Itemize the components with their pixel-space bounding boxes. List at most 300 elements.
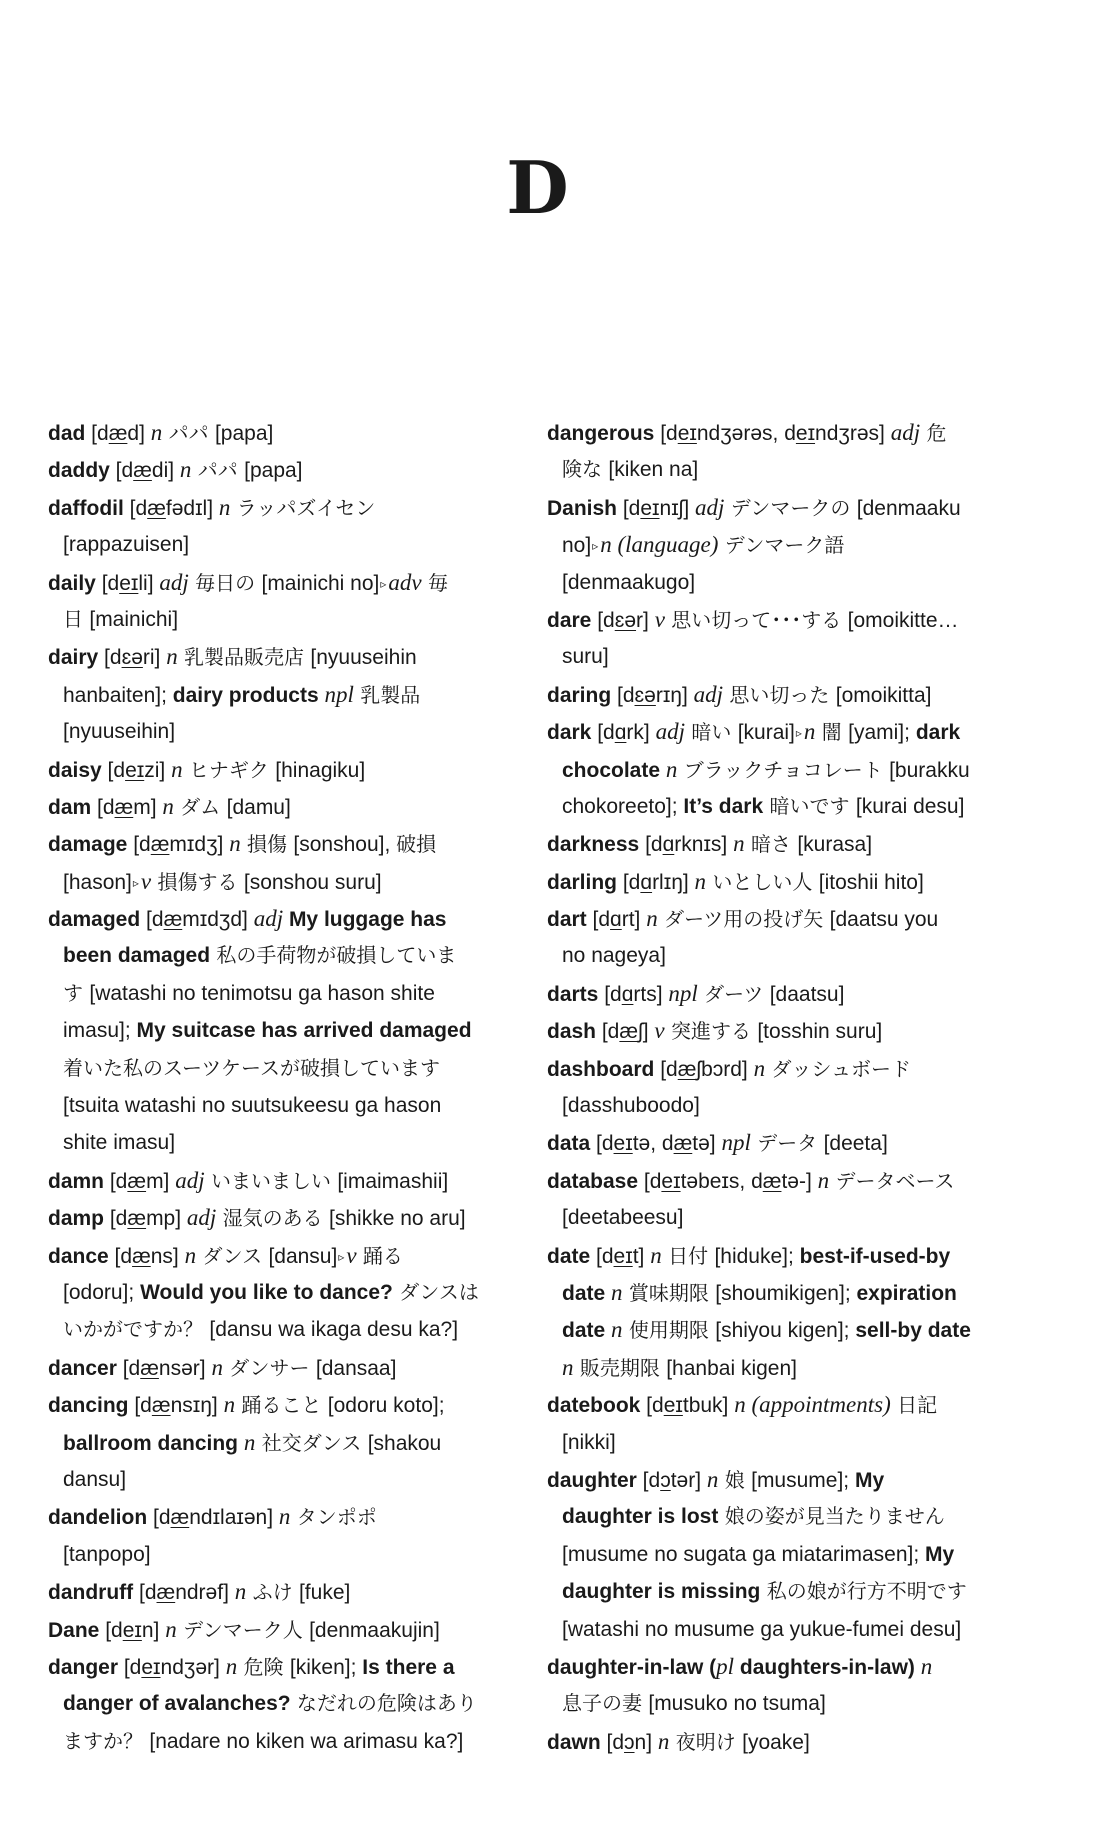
stressed-vowel: æ — [147, 496, 166, 520]
entry-line — [547, 489, 1047, 526]
entry-line — [547, 1349, 1047, 1386]
entry-line — [547, 1611, 1047, 1648]
headword: daughter is lost — [562, 1505, 719, 1529]
entry-line — [48, 1124, 538, 1161]
entry-line — [547, 1461, 1047, 1498]
headword: dark — [547, 721, 592, 745]
text: [nyuuseihin — [310, 646, 417, 670]
text: n] — [634, 1730, 658, 1754]
text: [d — [101, 758, 126, 782]
headword: dare — [547, 608, 592, 632]
part-of-speech: pl — [716, 1653, 735, 1679]
text: [d — [617, 496, 641, 520]
entry-line — [547, 1536, 1047, 1573]
text: [papa] — [214, 422, 274, 445]
dictionary-column-right — [547, 414, 1047, 1760]
stressed-vowel: æ — [127, 1207, 147, 1231]
text: [d — [98, 646, 122, 670]
part-of-speech: n — [665, 756, 678, 782]
text: [denmaaku — [856, 496, 961, 520]
japanese-text: 暗い — [684, 720, 738, 745]
entry-line — [48, 1424, 538, 1461]
japanese-text: 暗いです — [763, 793, 856, 818]
text: mɪdʒd] — [182, 908, 254, 932]
entry-line — [48, 489, 538, 526]
japanese-text: ダンサー — [222, 1355, 316, 1380]
text: [kurai desu] — [855, 794, 965, 818]
part-of-speech: n — [650, 1242, 662, 1268]
headword: damp — [48, 1207, 105, 1231]
stressed-vowel: æ — [163, 908, 183, 932]
entry-line — [547, 1723, 1047, 1760]
text: [hanbai kigen] — [666, 1356, 797, 1380]
entry-line — [547, 713, 1047, 750]
text: [d — [108, 1244, 133, 1268]
sense-marker-triangle-icon: ▹ — [795, 726, 802, 741]
text: [d — [123, 496, 148, 520]
japanese-text: 損傷 — [240, 832, 294, 857]
text: [d — [91, 795, 115, 819]
dictionary-entry — [48, 1199, 538, 1236]
dictionary-entry — [48, 900, 538, 1162]
part-of-speech: n — [166, 644, 178, 670]
entry-line — [547, 638, 1047, 675]
text: no] — [562, 534, 592, 558]
japanese-text: デンマークの — [724, 495, 857, 520]
part-of-speech: n — [229, 831, 241, 857]
text: [yami]; — [848, 721, 916, 745]
sense-marker-triangle-icon: ▹ — [338, 1249, 345, 1264]
stressed-vowel: æ — [677, 1057, 697, 1081]
text: [odoru koto]; — [327, 1394, 445, 1418]
text: [d — [591, 721, 615, 745]
part-of-speech: n — [243, 1429, 256, 1455]
text: [d — [118, 1655, 142, 1679]
part-of-speech: n (appointments) — [734, 1392, 891, 1418]
text: [deeta] — [823, 1132, 888, 1156]
text: [d — [586, 908, 611, 932]
text: [d — [95, 571, 120, 595]
headword: database — [547, 1169, 639, 1193]
dictionary-entry — [547, 1050, 1047, 1125]
part-of-speech: n — [162, 793, 174, 819]
headword: dandelion — [48, 1506, 148, 1530]
part-of-speech: v — [140, 868, 152, 894]
entry-line — [48, 863, 538, 900]
dictionary-entry — [547, 975, 1047, 1012]
japanese-text: いまいましい — [204, 1168, 338, 1193]
text: [mainichi no] — [261, 571, 380, 595]
japanese-text: 社交ダンス — [255, 1430, 368, 1455]
japanese-text: パパ — [191, 458, 245, 483]
entry-line — [48, 1386, 538, 1423]
entry-line — [547, 1162, 1047, 1199]
text: li] — [138, 571, 160, 595]
japanese-text: 乳製品販売店 — [177, 645, 311, 670]
text: [musume]; — [751, 1468, 855, 1492]
entry-line — [48, 1349, 538, 1386]
dictionary-column-left — [48, 414, 538, 1760]
stressed-vowel: ɑ — [640, 870, 653, 894]
text: [itoshii hito] — [818, 870, 924, 894]
entry-line — [48, 676, 538, 713]
entry-line — [48, 1723, 538, 1760]
stressed-vowel: eɪ — [141, 1655, 161, 1679]
stressed-vowel: æ — [114, 795, 134, 819]
japanese-text: パパ — [162, 421, 215, 445]
stressed-vowel: eɪ — [613, 1244, 633, 1268]
dictionary-entry — [547, 1162, 1047, 1237]
text: t] — [632, 1244, 651, 1268]
text: [d — [133, 1581, 157, 1605]
part-of-speech: n — [179, 457, 192, 483]
text: [papa] — [244, 459, 303, 483]
dictionary-entry — [547, 414, 1047, 489]
japanese-text: ふけ — [246, 1580, 299, 1605]
entry-line — [48, 1685, 538, 1722]
text: [hason] — [63, 870, 132, 894]
japanese-text: 私の手荷物が破損していま — [210, 943, 457, 968]
text: [d — [109, 459, 134, 483]
dictionary-entry — [48, 1237, 538, 1349]
text: nɪʃ] — [659, 496, 696, 520]
part-of-speech: adj — [655, 719, 685, 745]
text: [d — [600, 1730, 625, 1754]
dictionary-entry — [48, 564, 538, 639]
headword: dash — [547, 1020, 597, 1044]
headword: daughter-in-law ( — [547, 1655, 717, 1679]
entry-line — [48, 1199, 538, 1236]
text: mɪdʒ] — [169, 833, 230, 857]
part-of-speech: v — [654, 606, 665, 632]
part-of-speech: n — [562, 1354, 574, 1380]
text: rlɪŋ] — [652, 870, 695, 894]
part-of-speech: npl — [324, 681, 354, 707]
entry-line — [547, 526, 1047, 563]
text: [imaimashii] — [337, 1169, 449, 1193]
text: [d — [140, 908, 164, 932]
dictionary-entry — [48, 751, 538, 788]
headword: dairy products — [172, 683, 319, 707]
text: [omoikitte… — [847, 608, 959, 632]
dictionary-entry — [48, 414, 538, 451]
headword: danger — [48, 1655, 119, 1679]
text: imasu]; — [63, 1019, 137, 1043]
dictionary-entry — [547, 1648, 1047, 1723]
headword: damaged — [48, 908, 141, 932]
headword: My luggage has — [288, 908, 447, 932]
text: [tanpopo] — [63, 1542, 151, 1566]
japanese-text: 使用期限 — [622, 1318, 716, 1343]
dictionary-entry — [48, 489, 538, 564]
text: no nageya] — [562, 944, 666, 968]
text: [sonshou], — [293, 833, 397, 857]
headword: darkness — [547, 833, 640, 857]
headword: dashboard — [547, 1057, 655, 1081]
text: [denmaakugo] — [562, 570, 696, 594]
stressed-vowel: ɔ — [660, 1468, 671, 1492]
headword: damage — [48, 833, 128, 857]
text: [d — [611, 683, 635, 707]
text: tə-] — [781, 1169, 818, 1193]
japanese-text: ダッシュボード — [765, 1056, 912, 1081]
text: [d — [116, 1356, 141, 1380]
japanese-text: 危 — [920, 421, 947, 445]
japanese-text: ダンスは — [392, 1279, 479, 1304]
stressed-vowel: ɑ — [621, 982, 634, 1006]
entry-line — [547, 1012, 1047, 1049]
text: [tsuita watashi no suutsukeesu ga hason — [63, 1094, 442, 1118]
text: nsər] — [158, 1356, 212, 1380]
stressed-vowel: ɑ — [662, 833, 675, 857]
japanese-text: ダンス — [196, 1243, 269, 1268]
part-of-speech: n — [225, 1653, 238, 1679]
text: [rappazuisen] — [63, 533, 190, 557]
stressed-vowel: eɪ — [122, 1618, 142, 1642]
japanese-text: 乳製品 — [353, 682, 421, 707]
entry-line — [48, 1648, 538, 1685]
headword: daily — [48, 571, 96, 595]
part-of-speech: n — [817, 1167, 830, 1193]
japanese-text: なだれの危険はあり — [290, 1691, 477, 1716]
part-of-speech: n — [211, 1354, 223, 1380]
japanese-text: データ — [750, 1131, 824, 1156]
text: tər] — [670, 1468, 707, 1492]
part-of-speech: n — [733, 831, 745, 857]
text: [d — [147, 1506, 171, 1530]
text: [sonshou suru] — [243, 870, 382, 894]
part-of-speech: n — [753, 1055, 766, 1081]
entry-line — [547, 751, 1047, 788]
text: mp] — [146, 1207, 187, 1231]
text: [fuke] — [298, 1581, 351, 1605]
japanese-text: 日記 — [890, 1393, 938, 1418]
text: [kiken]; — [289, 1655, 363, 1679]
part-of-speech: adj — [695, 494, 725, 520]
headword: dangerous — [547, 422, 655, 445]
dictionary-entry — [48, 1349, 538, 1386]
text: rk] — [626, 721, 656, 745]
text: n] — [141, 1618, 166, 1642]
headword: sell-by date — [855, 1319, 971, 1343]
entry-line — [48, 1237, 538, 1274]
text: rt] — [621, 908, 647, 932]
text: ʃbɔrd] — [696, 1057, 754, 1081]
headword: It’s dark — [683, 794, 764, 818]
headword: darling — [547, 870, 618, 894]
dictionary-entry — [547, 1461, 1047, 1648]
text: təbeɪs, d — [680, 1169, 763, 1193]
dictionary-entry — [547, 676, 1047, 713]
part-of-speech: n — [184, 1242, 197, 1268]
entry-line — [547, 937, 1047, 974]
stressed-vowel: ɑ — [614, 721, 627, 745]
headword: best-if-used-by — [799, 1244, 951, 1268]
entry-line — [48, 788, 538, 825]
text: m] — [146, 1169, 176, 1193]
dictionary-entry — [48, 1611, 538, 1648]
stressed-vowel: eɪ — [661, 1169, 681, 1193]
stressed-vowel: æ — [127, 1169, 147, 1193]
entry-line — [48, 1311, 538, 1348]
entry-line — [48, 451, 538, 488]
headword: data — [547, 1132, 591, 1156]
text: tbuk] — [682, 1394, 735, 1418]
japanese-text: ブラックチョコレート — [677, 757, 890, 782]
dictionary-entry — [547, 1124, 1047, 1161]
sense-marker-triangle-icon: ▹ — [380, 576, 387, 591]
text: [kiken na] — [608, 458, 699, 482]
entry-line — [547, 1685, 1047, 1722]
part-of-speech: n — [611, 1317, 623, 1343]
dictionary-entry — [547, 601, 1047, 676]
text: [watashi no musume ga yukue-fumei desu] — [562, 1617, 962, 1641]
text: [daatsu you — [829, 908, 939, 932]
text: [d — [598, 982, 622, 1006]
entry-line — [48, 601, 538, 638]
entry-line — [547, 1050, 1047, 1087]
entry-line — [48, 937, 538, 974]
part-of-speech: npl — [668, 980, 698, 1006]
text: [shiyou kigen]; — [715, 1319, 856, 1343]
text: [musume no sugata ga miatarimasen]; — [562, 1542, 926, 1566]
headword: danger of avalanches? — [63, 1692, 291, 1716]
sense-marker-triangle-icon: ▹ — [132, 875, 139, 890]
part-of-speech: n — [920, 1653, 933, 1679]
dictionary-entry — [547, 1012, 1047, 1049]
stressed-vowel: ɛə — [121, 646, 143, 670]
dictionary-entry — [48, 1162, 538, 1199]
stressed-vowel: ɑ — [610, 908, 622, 932]
text: shite imasu] — [63, 1131, 176, 1155]
part-of-speech: n — [611, 1279, 623, 1305]
text: ndrəf] — [175, 1581, 235, 1605]
part-of-speech: n — [171, 756, 183, 782]
text: fədɪl] — [165, 496, 219, 520]
entry-line — [547, 825, 1047, 862]
headword: chocolate — [562, 758, 661, 782]
text: [dansaa] — [315, 1356, 397, 1380]
headword: darts — [547, 982, 599, 1006]
part-of-speech: n — [165, 1616, 177, 1642]
entry-line — [48, 1498, 538, 1535]
entry-line — [547, 975, 1047, 1012]
headword: Dane — [48, 1618, 100, 1642]
part-of-speech: n — [150, 420, 163, 445]
entry-line — [547, 414, 1047, 451]
sense-marker-triangle-icon: ▹ — [592, 539, 599, 554]
text: [musuko no tsuma] — [648, 1692, 826, 1716]
text: [d — [638, 1169, 662, 1193]
entry-line — [547, 601, 1047, 638]
part-of-speech: adj — [175, 1167, 205, 1193]
entry-line — [547, 863, 1047, 900]
entry-line — [48, 713, 538, 750]
dictionary-entry — [48, 788, 538, 825]
text: d] — [127, 422, 151, 445]
japanese-text: 損傷する — [151, 869, 244, 894]
japanese-text: 着いた私のスーツケースが破損しています — [63, 1055, 440, 1080]
entry-line — [48, 900, 538, 937]
text: [mainichi] — [89, 607, 179, 631]
entry-line — [547, 1311, 1047, 1348]
japanese-text: ダーツ用の投げ矢 — [657, 907, 830, 932]
text: tə, d — [632, 1132, 674, 1156]
japanese-text: 販売期限 — [573, 1355, 667, 1380]
stressed-vowel: æ — [762, 1169, 782, 1193]
text: [denmaakujin] — [309, 1618, 440, 1642]
text: [dansu] — [268, 1244, 338, 1268]
text: [nadare no kiken wa arimasu ka?] — [149, 1729, 464, 1753]
headword: ballroom dancing — [63, 1431, 239, 1455]
japanese-text: いかがですか？ — [63, 1317, 210, 1342]
entry-line — [547, 1124, 1047, 1161]
stressed-vowel: æ — [619, 1020, 639, 1044]
part-of-speech: v — [346, 1242, 357, 1268]
text: m] — [133, 795, 163, 819]
part-of-speech: adj — [890, 420, 921, 445]
entry-line — [48, 975, 538, 1012]
text: rts] — [633, 982, 669, 1006]
part-of-speech: adj — [253, 906, 284, 932]
text: [d — [617, 870, 641, 894]
japanese-text: デンマーク語 — [718, 533, 845, 558]
text: [omoikitta] — [835, 683, 932, 707]
japanese-text: 険な — [562, 457, 609, 482]
stressed-vowel: eɪ — [640, 496, 660, 520]
part-of-speech: npl — [721, 1130, 751, 1156]
entry-line — [547, 1573, 1047, 1610]
entry-line — [547, 1237, 1047, 1274]
text: [shakou — [367, 1431, 442, 1455]
text: [d — [639, 833, 663, 857]
part-of-speech: n — [803, 719, 816, 745]
text: ndʒər] — [160, 1655, 226, 1679]
stressed-vowel: eɪ — [119, 571, 139, 595]
entry-line — [48, 1536, 538, 1573]
text: di] — [151, 459, 180, 483]
japanese-text: 夜明け — [669, 1729, 743, 1754]
entry-line — [48, 1573, 538, 1610]
text: zi] — [144, 758, 172, 782]
entry-line — [547, 1274, 1047, 1311]
part-of-speech: n (language) — [600, 532, 719, 558]
stressed-vowel: æ — [170, 1506, 190, 1530]
japanese-text: デンマーク人 — [176, 1617, 310, 1642]
japanese-text: 闇 — [815, 720, 849, 745]
stressed-vowel: ɛə — [634, 683, 656, 707]
japanese-text: ますか？ — [63, 1728, 150, 1753]
headword: dancing — [48, 1394, 129, 1418]
dictionary-entry — [48, 1573, 538, 1610]
headword: dance — [48, 1244, 109, 1268]
text: [shoumikigen]; — [715, 1281, 857, 1305]
text: chokoreeto]; — [562, 794, 684, 818]
japanese-text: 思い切って･･･する — [664, 607, 848, 632]
japanese-text: ダム — [173, 794, 227, 819]
stressed-vowel: eɪ — [677, 422, 697, 445]
stressed-vowel: eɪ — [125, 758, 145, 782]
text: hanbaiten]; — [63, 683, 173, 707]
part-of-speech: n — [234, 1579, 247, 1605]
text: rknɪs] — [674, 833, 734, 857]
text: [yoake] — [742, 1730, 810, 1754]
stressed-vowel: æ — [140, 1356, 159, 1380]
text: ri] — [142, 646, 167, 670]
japanese-text: ラッパズイセン — [230, 495, 376, 520]
japanese-text: 日 — [63, 606, 90, 631]
entry-line — [48, 1050, 538, 1087]
